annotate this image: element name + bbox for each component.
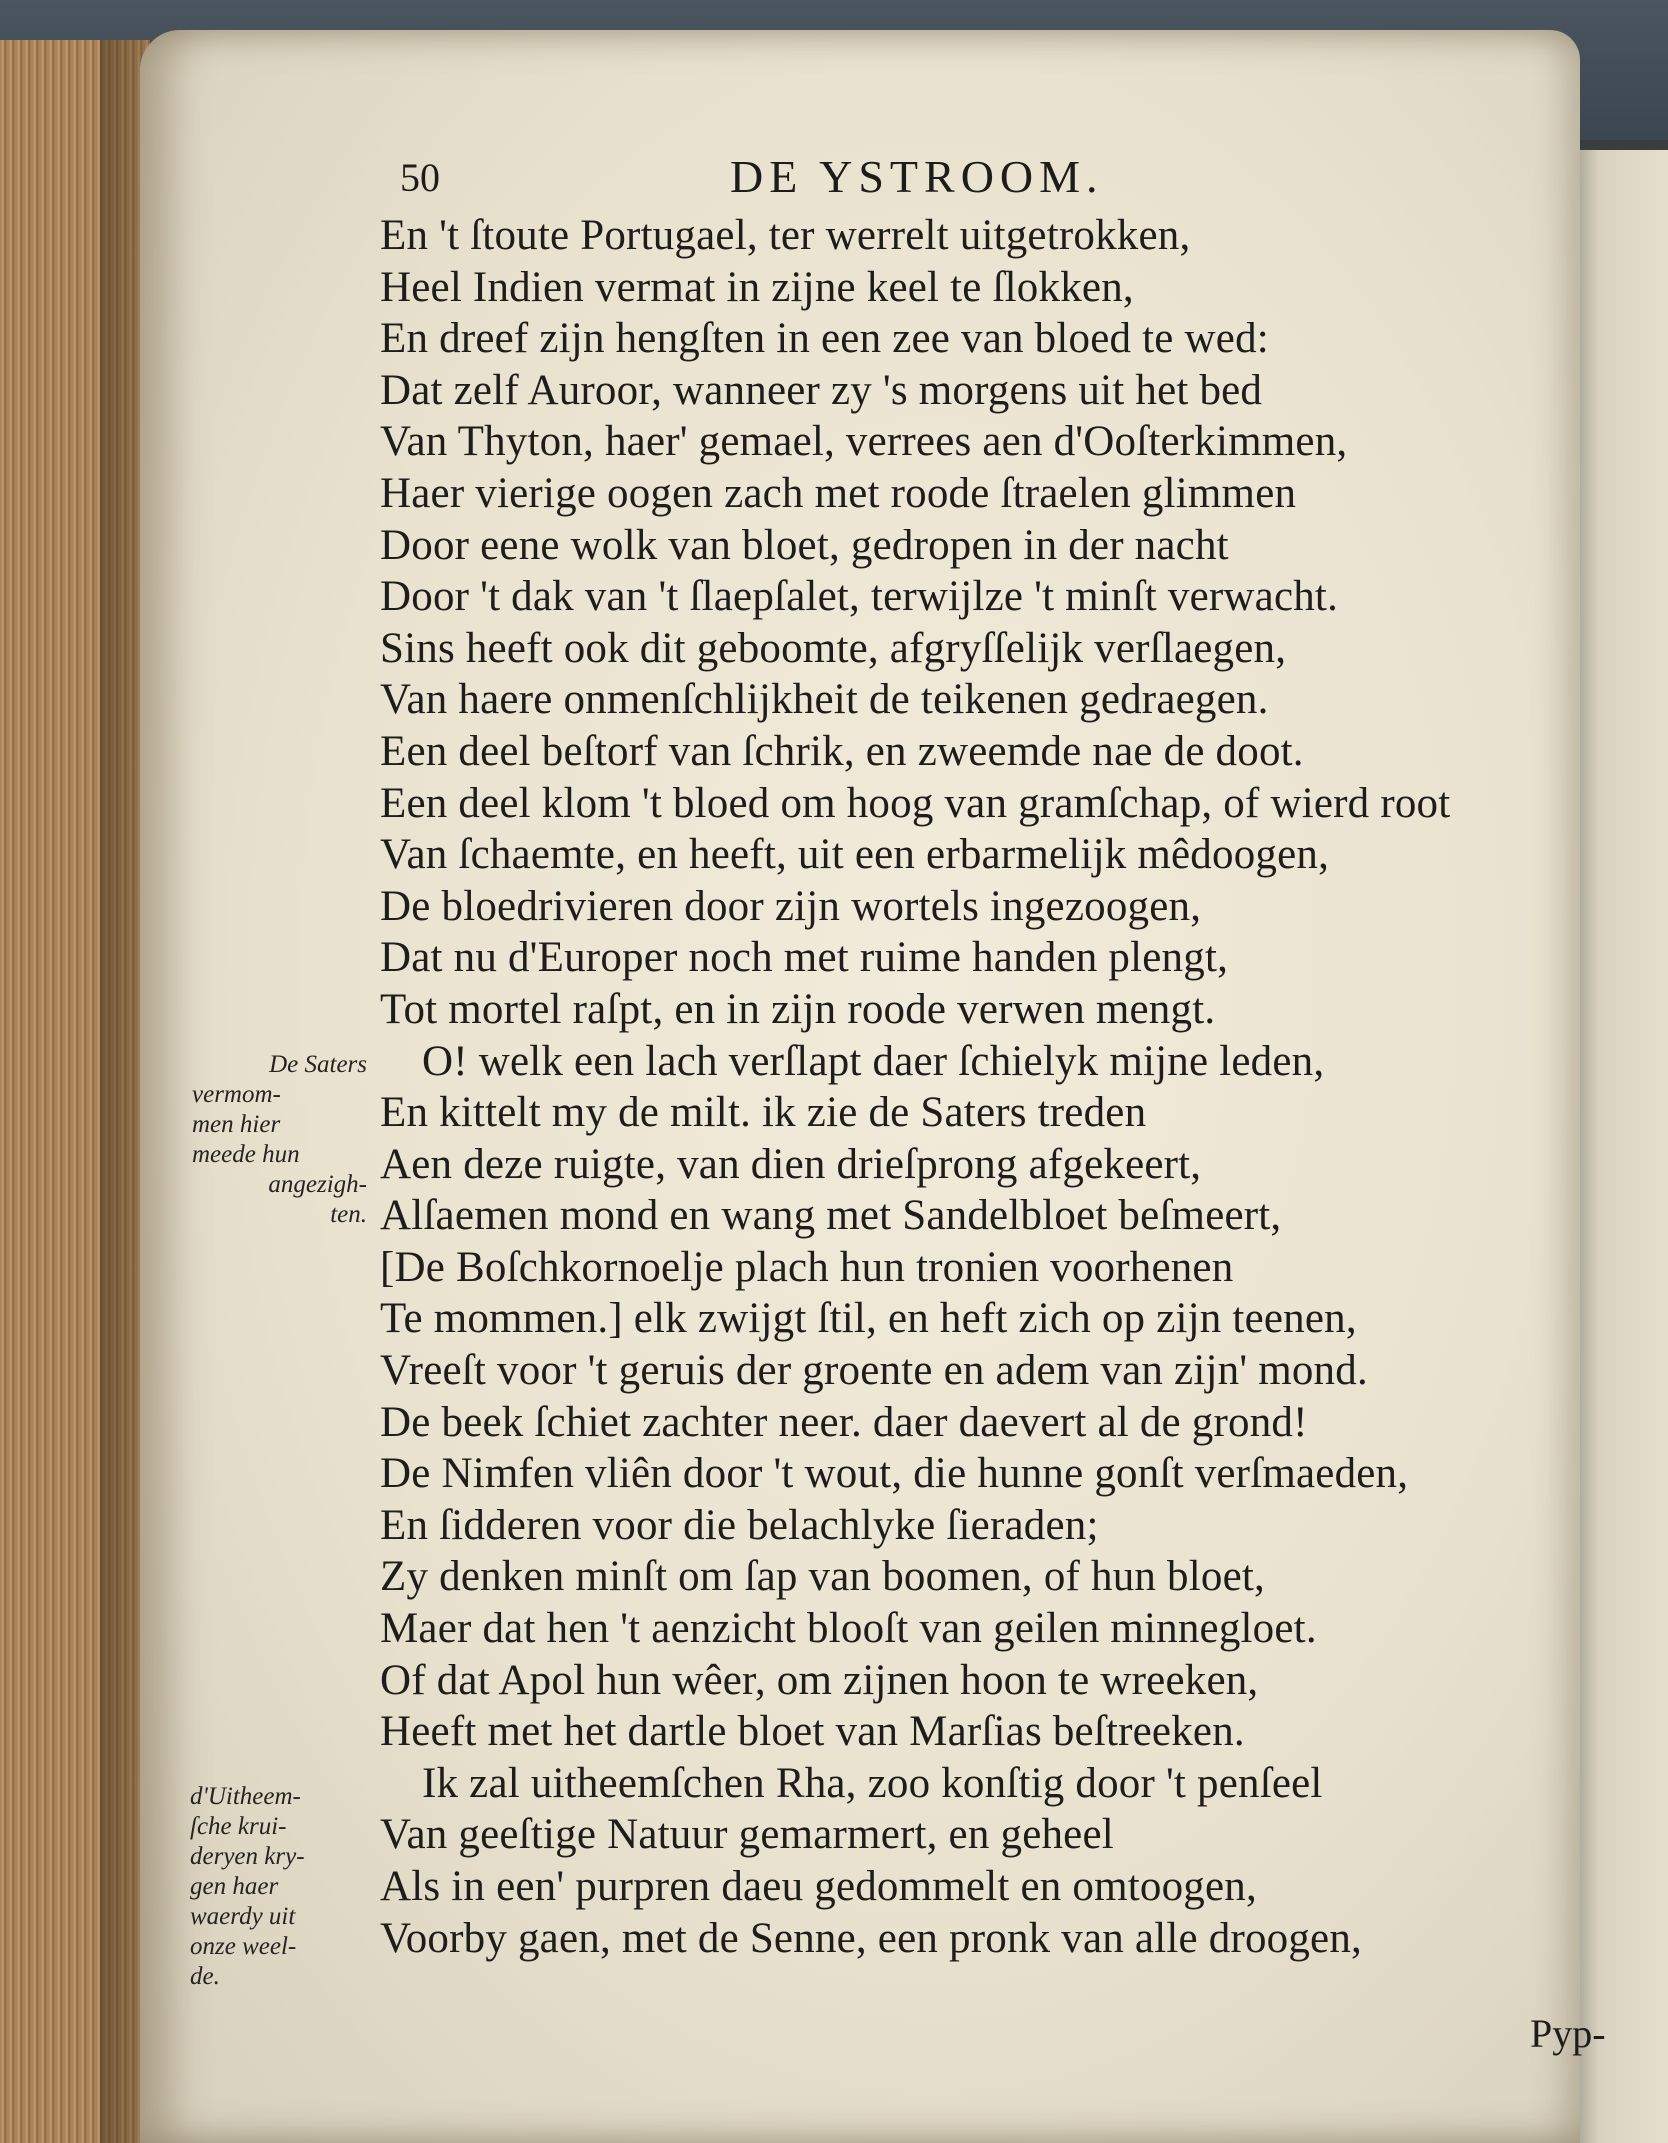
margin-note-line: gen haer (190, 1873, 279, 1900)
poem-line: Van ſchaemte, en heeft, uit een erbarmelijk mêdoogen, (380, 831, 1330, 879)
margin-note-line: ten. (330, 1201, 367, 1228)
margin-note-line: de. (190, 1963, 220, 1990)
poem-line: Heeft met het dartle bloet van Marſias beſtreeken. (380, 1708, 1245, 1756)
poem-line: En 't ſtoute Portugael, ter werrelt uitgetrokken, (380, 212, 1191, 259)
margin-note-line: De Saters (269, 1051, 367, 1078)
poem-line: Van geeſtige Natuur gemarmert, en geheel (380, 1811, 1114, 1859)
poem-line: Een deel beſtorf van ſchrik, en zweemde nae de doot. (380, 727, 1304, 775)
margin-note-line: men hier (192, 1111, 281, 1138)
poem-line: De bloedrivieren door zijn wortels ingezoogen, (380, 882, 1202, 930)
poem-line: Van Thyton, haer' gemael, verrees aen d'Ooſterkimmen, (380, 418, 1348, 466)
poem-line: Tot mortel raſpt, en in zijn roode verwen mengt. (380, 985, 1216, 1033)
poem-line: Een deel klom 't bloed om hoog van gramſchap, of wierd root (380, 779, 1451, 827)
poem-line: En ſidderen voor die belachlyke ſieraden; (380, 1501, 1099, 1549)
margin-note-line: meede hun (192, 1141, 300, 1168)
poem-line: O! welk een lach verſlapt daer ſchielyk mijne leden, (422, 1037, 1325, 1085)
margin-note-line: ſche krui- (190, 1813, 287, 1840)
margin-note-line: onze weel- (190, 1933, 297, 1960)
margin-note-kruideryen (190, 1782, 365, 1992)
poem-line: De Nimfen vliên door 't wout, die hunne gonſt verſmaeden, (380, 1450, 1409, 1498)
poem-line: Door 't dak van 't ſlaepſalet, terwijlze 't minſt verwacht. (380, 573, 1339, 621)
poem-line: Ik zal uitheemſchen Rha, zoo konſtig door 't penſeel (422, 1759, 1323, 1807)
facing-page-edge (1570, 150, 1668, 2143)
poem-text (380, 210, 1580, 1964)
poem-line: De beek ſchiet zachter neer. daer daevert al de grond! (380, 1398, 1308, 1446)
poem-line: En dreef zijn hengſten in een zee van bloed te wed: (380, 315, 1269, 363)
margin-note-line: vermom- (192, 1081, 281, 1108)
poem-line: Voorby gaen, met de Senne, een pronk van alle droogen, (380, 1914, 1362, 1962)
poem-line: Aen deze ruigte, van dien drieſprong afgekeert, (380, 1140, 1202, 1188)
margin-note-line: angezigh- (268, 1171, 367, 1198)
poem-line: Of dat Apol hun wêer, om zijnen hoon te wreeken, (380, 1656, 1259, 1704)
page-number: 50 (400, 155, 440, 200)
poem-line: Heel Indien vermat in zijne keel te ſlokken, (380, 263, 1134, 311)
poem-line: En kittelt my de milt. ik zie de Saters treden (380, 1089, 1147, 1137)
poem-line: [De Boſchkornoelje plach hun tronien voorhenen (380, 1243, 1234, 1291)
poem-line: Dat zelf Auroor, wanneer zy 's morgens uit het bed (380, 366, 1263, 414)
poem-line: Sins heeft ook dit geboomte, afgryſſelijk verſlaegen, (380, 624, 1287, 672)
poem-line: Vreeſt voor 't geruis der groente en adem van zijn' mond. (380, 1347, 1368, 1395)
running-head: DE YSTROOM. (730, 151, 1104, 202)
poem-line: Haer vierige oogen zach met roode ſtraelen glimmen (380, 469, 1297, 517)
catchword: Pyp- (1530, 2011, 1606, 2056)
poem-line: Zy denken minſt om ſap van boomen, of hun bloet, (380, 1553, 1265, 1601)
poem-line: Maer dat hen 't aenzicht blooſt van geilen minnegloet. (380, 1605, 1317, 1653)
page-header (390, 150, 1290, 210)
poem-line: Van haere onmenſchlijkheit de teikenen gedraegen. (380, 676, 1269, 724)
poem-line: Als in een' purpren daeu gedommelt en omtoogen, (380, 1863, 1257, 1910)
margin-note-line: deryen kry- (190, 1843, 305, 1870)
poem-line: Te mommen.] elk zwijgt ſtil, en heft zich op zijn teenen, (380, 1295, 1357, 1343)
poem-line: Alſaemen mond en wang met Sandelbloet beſmeert, (380, 1192, 1282, 1240)
margin-note-line: waerdy uit (190, 1903, 296, 1930)
margin-note-line: d'Uitheem- (190, 1783, 301, 1810)
margin-note-saters (192, 1050, 367, 1230)
poem-line: Dat nu d'Europer noch met ruime handen plengt, (380, 934, 1229, 982)
poem-line: Door eene wolk van bloet, gedropen in der nacht (380, 521, 1229, 569)
